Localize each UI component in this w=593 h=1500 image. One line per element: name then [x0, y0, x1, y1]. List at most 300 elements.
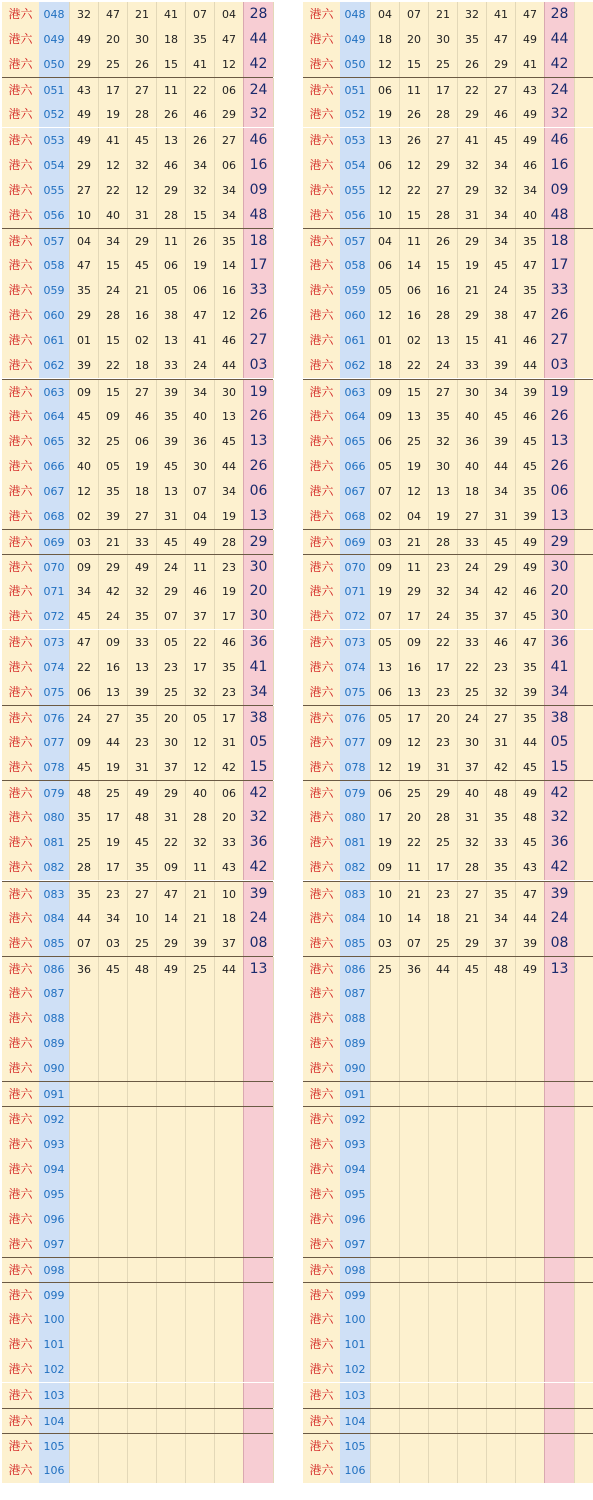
- spacer-cell: [574, 555, 593, 580]
- table-row: [303, 203, 593, 228]
- draw-number: 27: [127, 882, 156, 907]
- draw-number: [486, 1283, 515, 1308]
- draw-number: 13: [399, 680, 428, 705]
- spacer-cell: [574, 1283, 593, 1308]
- table-row: [303, 931, 593, 956]
- draw-number: [457, 1082, 486, 1107]
- draw-number: 15: [428, 253, 457, 278]
- draw-number: [428, 1434, 457, 1459]
- draw-number: 28: [69, 855, 98, 880]
- row-label: 港六: [2, 1157, 39, 1182]
- row-label: 港六: [2, 555, 39, 580]
- spacer-cell: [273, 253, 274, 278]
- period-number: 064: [39, 404, 69, 429]
- draw-number: [69, 1283, 98, 1308]
- draw-number: 34: [515, 178, 544, 203]
- spacer-cell: [273, 1307, 274, 1332]
- period-number: 096: [340, 1207, 370, 1232]
- draw-number: [156, 1383, 185, 1408]
- draw-number: 33: [214, 830, 243, 855]
- spacer-cell: [273, 128, 274, 153]
- spacer-cell: [574, 178, 593, 203]
- draw-number: 04: [69, 229, 98, 254]
- draw-number: 35: [428, 404, 457, 429]
- special-number: [243, 1107, 273, 1132]
- draw-number: [515, 1357, 544, 1382]
- table-row: [303, 1408, 593, 1434]
- draw-number: 34: [98, 906, 127, 931]
- spacer-cell: [273, 781, 274, 806]
- draw-number: 45: [127, 253, 156, 278]
- draw-number: 15: [185, 203, 214, 228]
- draw-number: 26: [399, 128, 428, 153]
- row-label: 港六: [2, 328, 39, 353]
- draw-number: [127, 1207, 156, 1232]
- draw-number: 45: [515, 604, 544, 629]
- draw-number: 33: [457, 353, 486, 378]
- draw-number: 41: [486, 328, 515, 353]
- draw-number: [127, 1434, 156, 1459]
- period-number: 099: [340, 1283, 370, 1308]
- table-row: [2, 604, 273, 629]
- spacer-cell: [574, 303, 593, 328]
- draw-number: [69, 1357, 98, 1382]
- draw-number: 21: [457, 278, 486, 303]
- draw-number: [127, 1409, 156, 1434]
- period-number: 089: [340, 1031, 370, 1056]
- period-number: 060: [340, 303, 370, 328]
- draw-number: 49: [185, 530, 214, 555]
- draw-number: 34: [486, 153, 515, 178]
- draw-number: 24: [457, 555, 486, 580]
- special-number: 27: [544, 328, 574, 353]
- draw-number: 36: [457, 429, 486, 454]
- table-row: [2, 881, 273, 907]
- draw-number: 06: [69, 680, 98, 705]
- spacer-cell: [273, 604, 274, 629]
- table-row: [303, 404, 593, 429]
- draw-number: [127, 1383, 156, 1408]
- table-row: [2, 956, 273, 982]
- row-label: 港六: [303, 1132, 340, 1157]
- row-label: 港六: [2, 1006, 39, 1031]
- table-row: [303, 429, 593, 454]
- draw-number: 07: [399, 2, 428, 27]
- special-number: 15: [243, 755, 273, 780]
- draw-number: 34: [214, 178, 243, 203]
- spacer-cell: [273, 404, 274, 429]
- row-label: 港六: [303, 1031, 340, 1056]
- special-number: [544, 1434, 574, 1459]
- special-number: 13: [544, 504, 574, 529]
- special-number: [544, 1232, 574, 1257]
- table-row: [303, 253, 593, 278]
- draw-number: 47: [98, 2, 127, 27]
- period-number: 100: [340, 1307, 370, 1332]
- draw-number: 16: [98, 655, 127, 680]
- draw-number: 26: [185, 229, 214, 254]
- spacer-cell: [273, 1458, 274, 1483]
- row-label: 港六: [2, 730, 39, 755]
- special-number: [544, 1409, 574, 1434]
- row-label: 港六: [303, 755, 340, 780]
- spacer-cell: [574, 604, 593, 629]
- spacer-cell: [574, 655, 593, 680]
- draw-number: [69, 1006, 98, 1031]
- draw-number: 46: [515, 579, 544, 604]
- draw-number: 36: [399, 957, 428, 982]
- special-number: 13: [243, 429, 273, 454]
- table-row: [303, 1106, 593, 1132]
- draw-number: 39: [69, 353, 98, 378]
- special-number: [243, 1132, 273, 1157]
- draw-number: 27: [214, 128, 243, 153]
- row-label: 港六: [303, 1107, 340, 1132]
- row-label: 港六: [303, 178, 340, 203]
- row-label: 港六: [2, 203, 39, 228]
- draw-number: 45: [214, 429, 243, 454]
- draw-number: 17: [98, 805, 127, 830]
- draw-number: [156, 1207, 185, 1232]
- draw-number: [69, 1182, 98, 1207]
- table-row: [2, 328, 273, 353]
- draw-number: [457, 1182, 486, 1207]
- period-number: 076: [340, 706, 370, 731]
- special-number: 28: [243, 2, 273, 27]
- spacer-cell: [574, 1207, 593, 1232]
- row-label: 港六: [2, 1107, 39, 1132]
- draw-number: 27: [69, 178, 98, 203]
- row-label: 港六: [303, 931, 340, 956]
- special-number: 26: [544, 454, 574, 479]
- spacer-cell: [574, 706, 593, 731]
- draw-number: [185, 1357, 214, 1382]
- draw-number: 04: [370, 229, 399, 254]
- draw-number: 45: [515, 454, 544, 479]
- draw-number: 29: [127, 229, 156, 254]
- draw-number: 33: [457, 630, 486, 655]
- period-number: 094: [39, 1157, 69, 1182]
- draw-number: [428, 1232, 457, 1257]
- draw-number: 09: [370, 730, 399, 755]
- draw-number: 20: [98, 27, 127, 52]
- row-label: 港六: [2, 604, 39, 629]
- draw-number: [185, 1107, 214, 1132]
- spacer-cell: [273, 1332, 274, 1357]
- special-number: 20: [544, 579, 574, 604]
- spacer-cell: [273, 655, 274, 680]
- table-row: [2, 479, 273, 504]
- special-number: 18: [544, 229, 574, 254]
- draw-number: 23: [98, 882, 127, 907]
- draw-number: 24: [69, 706, 98, 731]
- period-number: 079: [39, 781, 69, 806]
- draw-number: 37: [156, 755, 185, 780]
- draw-number: [486, 1107, 515, 1132]
- period-number: 078: [340, 755, 370, 780]
- draw-number: 22: [156, 830, 185, 855]
- special-number: [243, 1082, 273, 1107]
- draw-number: 25: [399, 429, 428, 454]
- spacer-cell: [273, 530, 274, 555]
- spacer-cell: [574, 1132, 593, 1157]
- draw-number: 32: [127, 153, 156, 178]
- row-label: 港六: [303, 555, 340, 580]
- draw-number: 17: [399, 706, 428, 731]
- draw-number: 40: [515, 203, 544, 228]
- row-label: 港六: [303, 730, 340, 755]
- spacer-cell: [273, 27, 274, 52]
- draw-number: [98, 1409, 127, 1434]
- draw-number: 42: [486, 755, 515, 780]
- draw-number: 04: [399, 504, 428, 529]
- special-number: [544, 1458, 574, 1483]
- draw-number: [399, 1031, 428, 1056]
- special-number: 32: [544, 805, 574, 830]
- draw-number: 21: [457, 906, 486, 931]
- period-number: 067: [39, 479, 69, 504]
- draw-number: 22: [457, 78, 486, 103]
- period-number: 080: [340, 805, 370, 830]
- draw-number: 44: [428, 957, 457, 982]
- special-number: [243, 1031, 273, 1056]
- special-number: 32: [243, 102, 273, 127]
- row-label: 港六: [303, 781, 340, 806]
- table-row: [2, 228, 273, 254]
- table-row: [2, 981, 273, 1006]
- draw-number: [515, 1207, 544, 1232]
- spacer-cell: [273, 479, 274, 504]
- draw-number: 49: [515, 27, 544, 52]
- special-number: 15: [544, 755, 574, 780]
- draw-number: 49: [69, 27, 98, 52]
- draw-number: [98, 1082, 127, 1107]
- special-number: [243, 1258, 273, 1283]
- draw-number: 34: [185, 380, 214, 405]
- spacer-cell: [273, 102, 274, 127]
- row-label: 港六: [2, 1434, 39, 1459]
- draw-number: [428, 1132, 457, 1157]
- draw-number: 06: [156, 253, 185, 278]
- draw-number: 33: [486, 830, 515, 855]
- draw-number: 34: [486, 203, 515, 228]
- special-number: 16: [243, 153, 273, 178]
- draw-number: [457, 1307, 486, 1332]
- draw-number: 19: [399, 454, 428, 479]
- draw-number: [515, 1056, 544, 1081]
- draw-number: [98, 1357, 127, 1382]
- spacer-cell: [574, 855, 593, 880]
- draw-number: 10: [370, 203, 399, 228]
- spacer-cell: [574, 203, 593, 228]
- draw-number: 19: [127, 454, 156, 479]
- table-row: [303, 1307, 593, 1332]
- draw-number: 31: [457, 805, 486, 830]
- period-number: 086: [39, 957, 69, 982]
- special-number: 39: [544, 882, 574, 907]
- draw-number: [428, 1031, 457, 1056]
- spacer-cell: [273, 1006, 274, 1031]
- draw-number: [399, 1056, 428, 1081]
- draw-number: 12: [399, 479, 428, 504]
- draw-number: 23: [428, 882, 457, 907]
- draw-number: 35: [486, 805, 515, 830]
- table-row: [303, 1232, 593, 1257]
- draw-number: 30: [457, 380, 486, 405]
- draw-number: 22: [185, 78, 214, 103]
- draw-number: [156, 1031, 185, 1056]
- period-number: 060: [39, 303, 69, 328]
- spacer-cell: [574, 429, 593, 454]
- draw-number: [69, 1232, 98, 1257]
- draw-number: 21: [127, 278, 156, 303]
- draw-number: 29: [428, 781, 457, 806]
- table-row: [2, 454, 273, 479]
- table-row: [303, 1132, 593, 1157]
- draw-number: [370, 981, 399, 1006]
- table-row: [2, 1383, 273, 1408]
- draw-number: [370, 1207, 399, 1232]
- table-row: [303, 153, 593, 178]
- draw-number: 26: [127, 52, 156, 77]
- period-number: 061: [39, 328, 69, 353]
- row-label: 港六: [2, 229, 39, 254]
- draw-number: [98, 981, 127, 1006]
- special-number: 03: [243, 353, 273, 378]
- left-draw-table: [2, 2, 273, 1483]
- draw-number: [98, 1458, 127, 1483]
- draw-number: [457, 1132, 486, 1157]
- period-number: 081: [340, 830, 370, 855]
- row-label: 港六: [303, 855, 340, 880]
- table-row: [303, 504, 593, 529]
- draw-number: [457, 1031, 486, 1056]
- draw-number: 13: [127, 655, 156, 680]
- special-number: 30: [243, 555, 273, 580]
- table-row: [2, 554, 273, 580]
- period-number: 082: [340, 855, 370, 880]
- draw-number: 41: [486, 2, 515, 27]
- draw-number: 45: [156, 454, 185, 479]
- special-number: 46: [243, 128, 273, 153]
- draw-number: [156, 1283, 185, 1308]
- draw-number: 40: [185, 781, 214, 806]
- draw-number: 25: [156, 680, 185, 705]
- special-number: 41: [544, 655, 574, 680]
- draw-number: 40: [457, 781, 486, 806]
- draw-number: 12: [370, 178, 399, 203]
- draw-number: [127, 1056, 156, 1081]
- draw-number: 26: [428, 229, 457, 254]
- row-label: 港六: [303, 1056, 340, 1081]
- draw-number: [214, 1082, 243, 1107]
- draw-number: 12: [370, 52, 399, 77]
- row-label: 港六: [303, 404, 340, 429]
- spacer-cell: [574, 1056, 593, 1081]
- period-number: 081: [39, 830, 69, 855]
- spacer-cell: [273, 2, 274, 27]
- draw-number: 32: [428, 429, 457, 454]
- special-number: 42: [243, 52, 273, 77]
- table-row: [2, 1433, 273, 1459]
- draw-number: [98, 1207, 127, 1232]
- draw-number: 12: [214, 303, 243, 328]
- draw-number: 12: [370, 303, 399, 328]
- draw-number: 44: [515, 353, 544, 378]
- draw-number: 34: [486, 479, 515, 504]
- draw-number: 35: [515, 278, 544, 303]
- table-row: [2, 253, 273, 278]
- special-number: 36: [243, 830, 273, 855]
- draw-number: [457, 1332, 486, 1357]
- draw-number: [214, 1258, 243, 1283]
- draw-number: 39: [156, 380, 185, 405]
- draw-number: [214, 1207, 243, 1232]
- row-label: 港六: [303, 680, 340, 705]
- draw-number: 45: [486, 530, 515, 555]
- row-label: 港六: [303, 1307, 340, 1332]
- draw-number: 39: [515, 931, 544, 956]
- row-label: 港六: [2, 479, 39, 504]
- right-sorted-draw-table: [303, 2, 593, 1483]
- row-label: 港六: [2, 755, 39, 780]
- period-number: 084: [340, 906, 370, 931]
- draw-number: 47: [515, 2, 544, 27]
- draw-number: 27: [127, 78, 156, 103]
- draw-number: 28: [428, 102, 457, 127]
- draw-number: 46: [486, 102, 515, 127]
- draw-number: 25: [428, 931, 457, 956]
- draw-number: 47: [214, 27, 243, 52]
- draw-number: 17: [98, 78, 127, 103]
- draw-number: [127, 1157, 156, 1182]
- draw-number: 35: [69, 805, 98, 830]
- period-number: 100: [39, 1307, 69, 1332]
- draw-number: 33: [457, 530, 486, 555]
- spacer-cell: [273, 830, 274, 855]
- draw-number: 27: [98, 706, 127, 731]
- draw-number: [515, 1107, 544, 1132]
- special-number: [243, 1006, 273, 1031]
- draw-number: 29: [457, 229, 486, 254]
- period-number: 062: [39, 353, 69, 378]
- special-number: [243, 1207, 273, 1232]
- special-number: 18: [243, 229, 273, 254]
- draw-number: 47: [515, 253, 544, 278]
- draw-number: [370, 1107, 399, 1132]
- draw-number: 30: [127, 27, 156, 52]
- period-number: 073: [340, 630, 370, 655]
- period-number: 074: [340, 655, 370, 680]
- row-label: 港六: [2, 906, 39, 931]
- draw-number: 04: [370, 2, 399, 27]
- draw-number: 35: [486, 882, 515, 907]
- draw-number: 17: [214, 604, 243, 629]
- special-number: 05: [544, 730, 574, 755]
- period-number: 073: [39, 630, 69, 655]
- draw-number: [428, 1056, 457, 1081]
- period-number: 053: [340, 128, 370, 153]
- table-row: [2, 680, 273, 705]
- row-label: 港六: [303, 1458, 340, 1483]
- period-number: 069: [39, 530, 69, 555]
- draw-number: [185, 981, 214, 1006]
- special-number: 33: [544, 278, 574, 303]
- draw-number: [98, 1006, 127, 1031]
- draw-number: 12: [370, 755, 399, 780]
- table-row: [303, 1157, 593, 1182]
- draw-number: 15: [98, 328, 127, 353]
